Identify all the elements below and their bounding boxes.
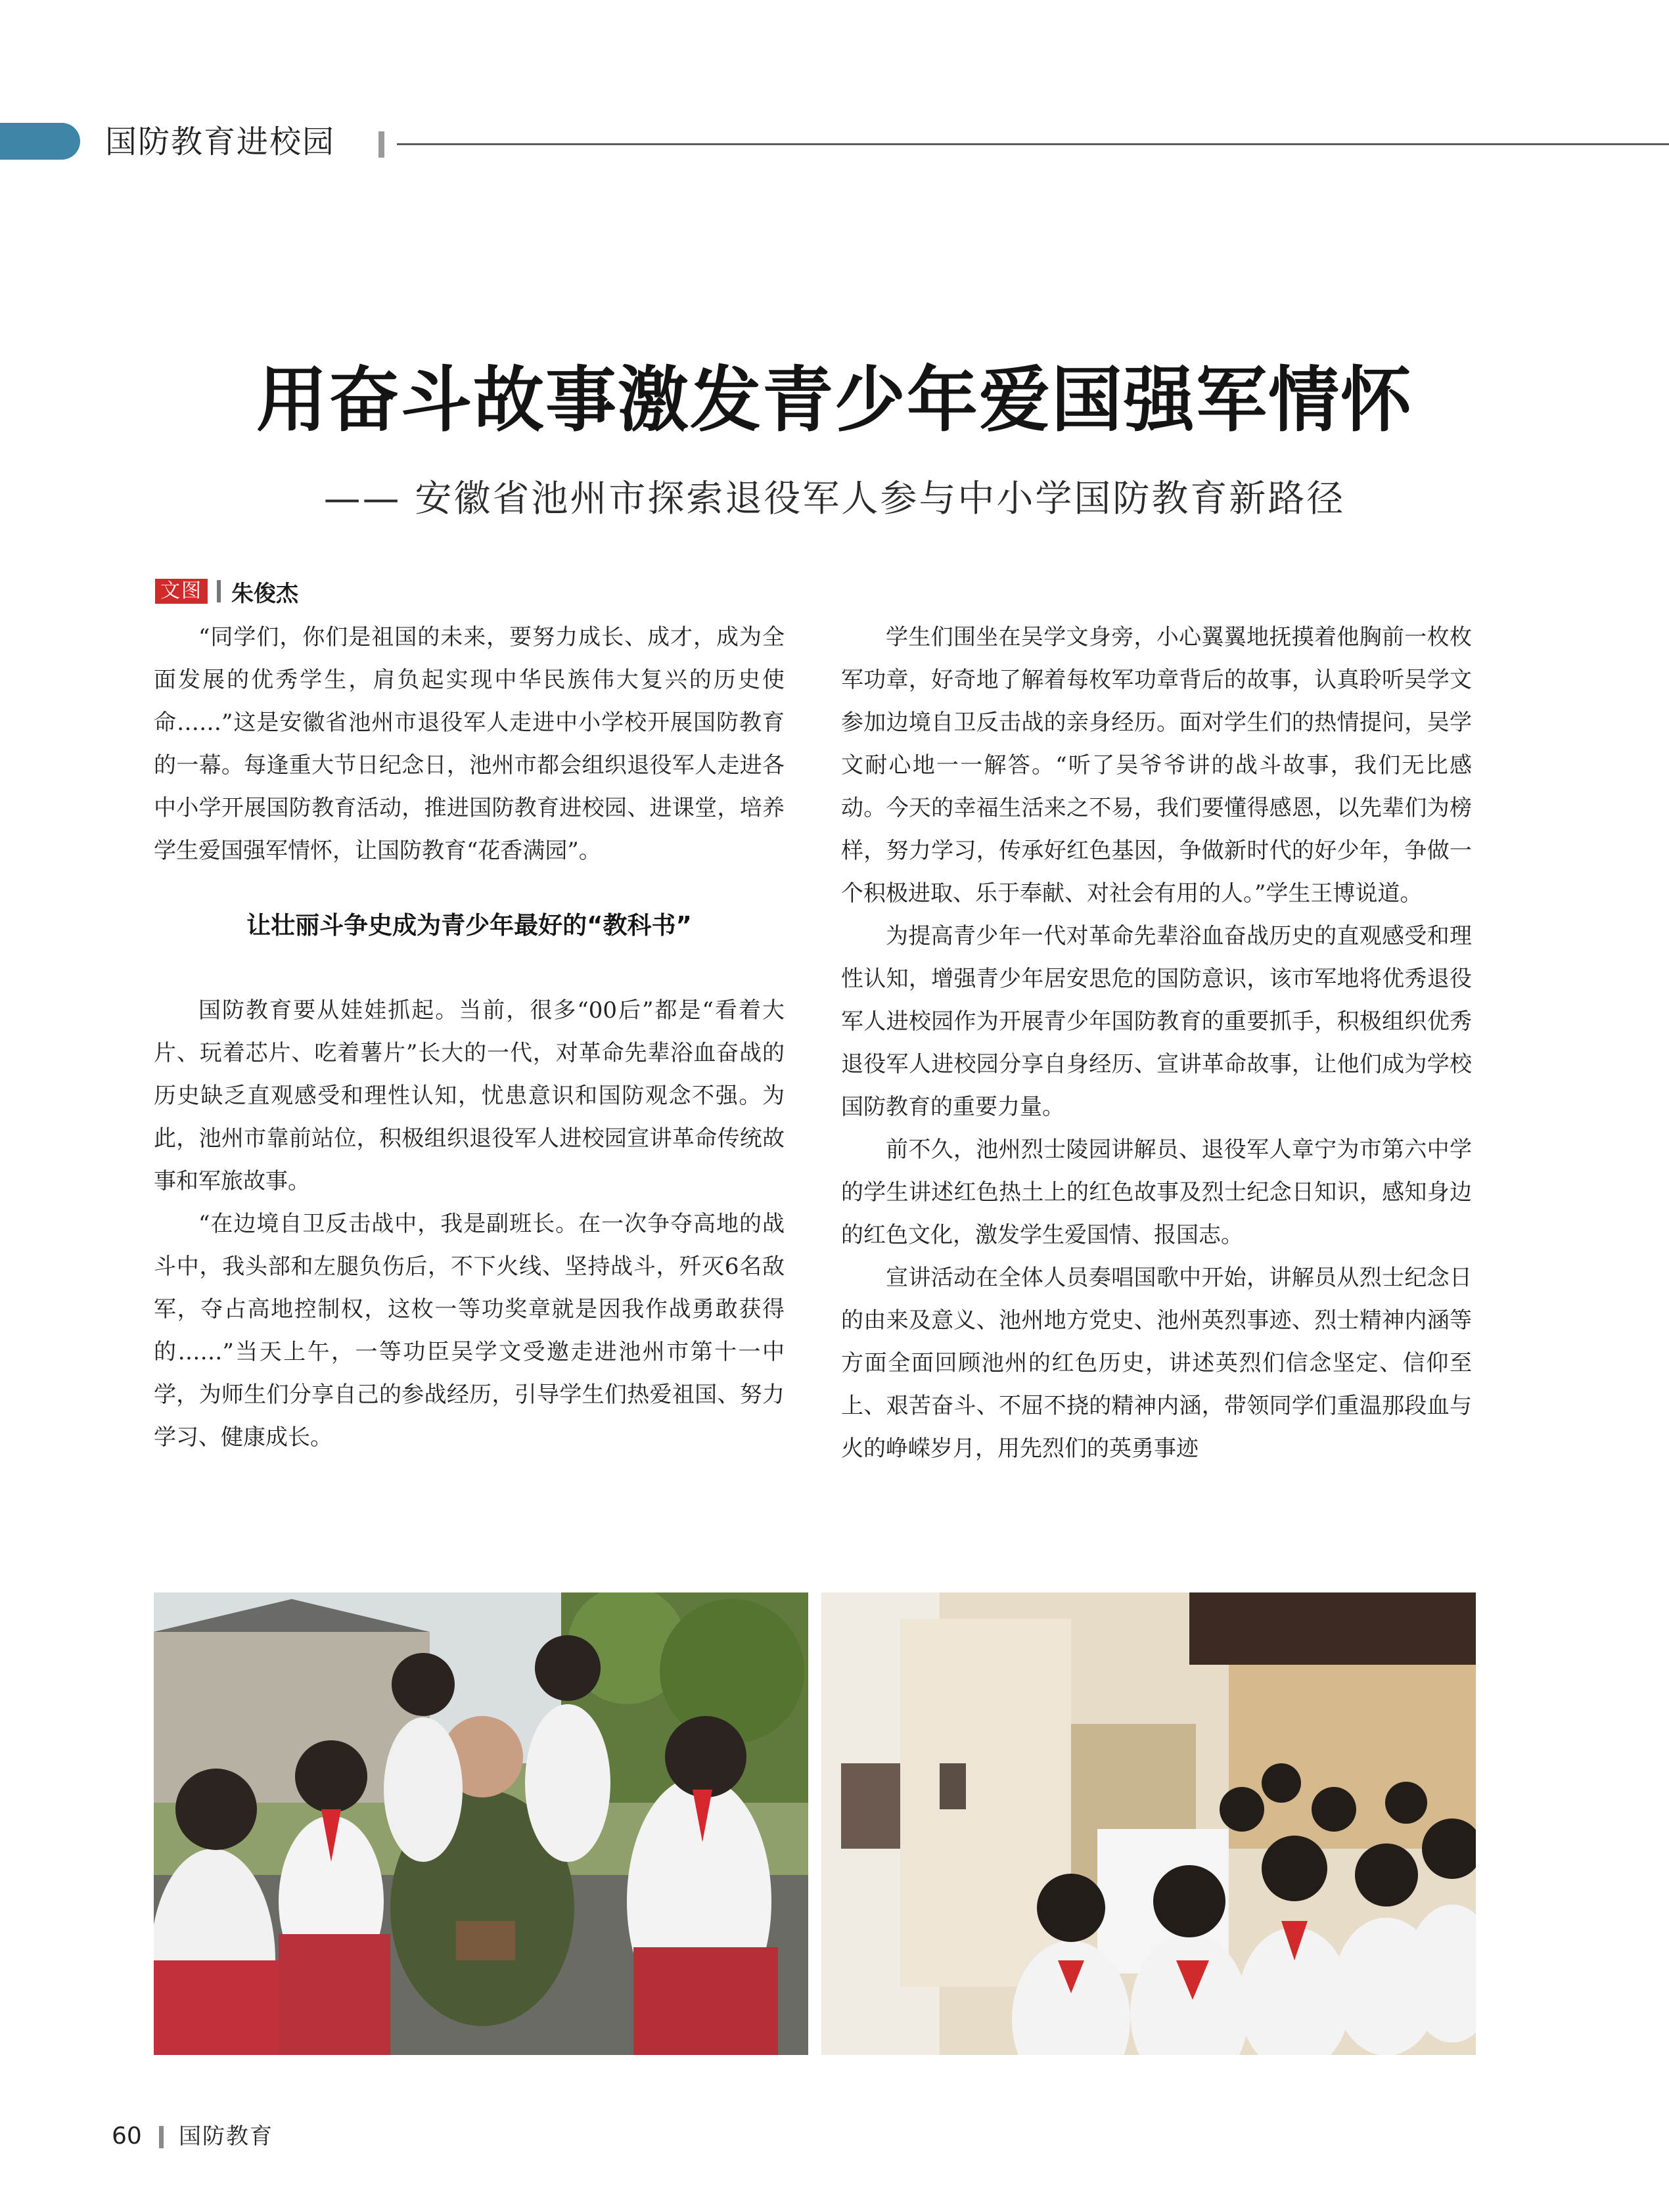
section-tab-marker — [0, 123, 80, 160]
right-column — [841, 616, 1472, 1470]
section-title: 国防教育进校园 — [105, 124, 336, 160]
magazine-name: 国防教育 — [179, 2123, 273, 2150]
byline-separator — [217, 580, 221, 602]
paragraph: 学生们围坐在吴学文身旁，小心翼翼地抚摸着他胸前一枚枚军功章，好奇地了解着每枚军功章背后的故事，认真聆听吴学文参加边境自卫反击战的亲身经历。面对学生们的热情提问，吴学文耐心地一一解答。“听了吴爷爷讲的战斗故事，我们无比感动。今天的幸福生活来之不易，我们要懂得感恩，以先辈们为榜样，努力学习，传承好红色基因，争做新时代的好少年，争做一个积极进取、乐于奉献、对社会有用的人。”学生王博说道。 — [841, 624, 1472, 907]
paragraph: 为提高青少年一代对革命先辈浴血奋战历史的直观感受和理性认知，增强青少年居安思危的国防意识，该市军地将优秀退役军人进校园作为开展青少年国防教育的重要抓手，积极组织优秀退役军人进校园分享自身经历、宣讲革命故事，让他们成为学校国防教育的重要力量。 — [841, 923, 1472, 1120]
paragraph: 前不久，池州烈士陵园讲解员、退役军人章宁为市第六中学的学生讲述红色热土上的红色故事及烈士纪念日知识，感知身边的红色文化，激发学生爱国情、报国志。 — [841, 1137, 1472, 1248]
photo-exhibition-illustration — [821, 1592, 1476, 2055]
photo-veteran-illustration — [154, 1592, 808, 2055]
footer-divider-bar — [159, 2126, 164, 2148]
header-rule — [397, 143, 1669, 145]
paragraph: 国防教育要从娃娃抓起。当前，很多“00后”都是“看着大片、玩着芯片、吃着薯片”长大的一代，对革命先辈浴血奋战的历史缺乏直观感受和理性认知，忧患意识和国防观念不强。为此，池州市靠前站位，积极组织退役军人进校园宣讲革命传统故事和军旅故事。 — [154, 997, 785, 1194]
photo-students-in-exhibition — [821, 1592, 1476, 2055]
paragraph: “在边境自卫反击战中，我是副班长。在一次争夺高地的战斗中，我头部和左腿负伤后，不下火线、坚持战斗，歼灭6名敌军，夺占高地控制权，这枚一等功奖章就是因我作战勇敢获得的……”当天上午，一等功臣吴学文受邀走进池州市第十一中学，为师生们分享自己的参战经历，引导学生们热爱祖国、努力学习、健康成长。 — [154, 1211, 785, 1451]
byline-tag: 文图 — [155, 579, 208, 604]
photo-veteran-with-students — [154, 1592, 808, 2055]
byline — [155, 578, 298, 607]
paragraph: 宣讲活动在全体人员奏唱国歌中开始，讲解员从烈士纪念日的由来及意义、池州地方党史、池州英烈事迹、烈士精神内涵等方面全面回顾池州的红色历史，讲述英烈们信念坚定、信仰至上、艰苦奋斗、不屈不挠的精神内涵，带领同学们重温那段血与火的峥嵘岁月，用先烈们的英勇事迹 — [841, 1265, 1472, 1462]
left-column — [154, 616, 785, 1459]
section-divider-bar — [378, 131, 384, 158]
article-title: 用奋斗故事激发青少年爱国强军情怀 — [256, 359, 1413, 441]
page-number: 60 — [112, 2123, 142, 2150]
paragraph: “同学们，你们是祖国的未来，要努力成长、成才，成为全面发展的优秀学生，肩负起实现中华民族伟大复兴的历史使命……”这是安徽省池州市退役军人走进中小学校开展国防教育的一幕。每逢重大节日纪念日，池州市都会组织退役军人走进各中小学开展国防教育活动，推进国防教育进校园、进课堂，培养学生爱国强军情怀，让国防教育“花香满园”。 — [154, 624, 785, 864]
section-heading: 让壮丽斗争史成为青少年最好的“教科书” — [246, 911, 692, 939]
byline-author: 朱俊杰 — [231, 580, 298, 607]
article-subtitle: —— 安徽省池州市探索退役军人参与中小学国防教育新路径 — [323, 478, 1346, 520]
